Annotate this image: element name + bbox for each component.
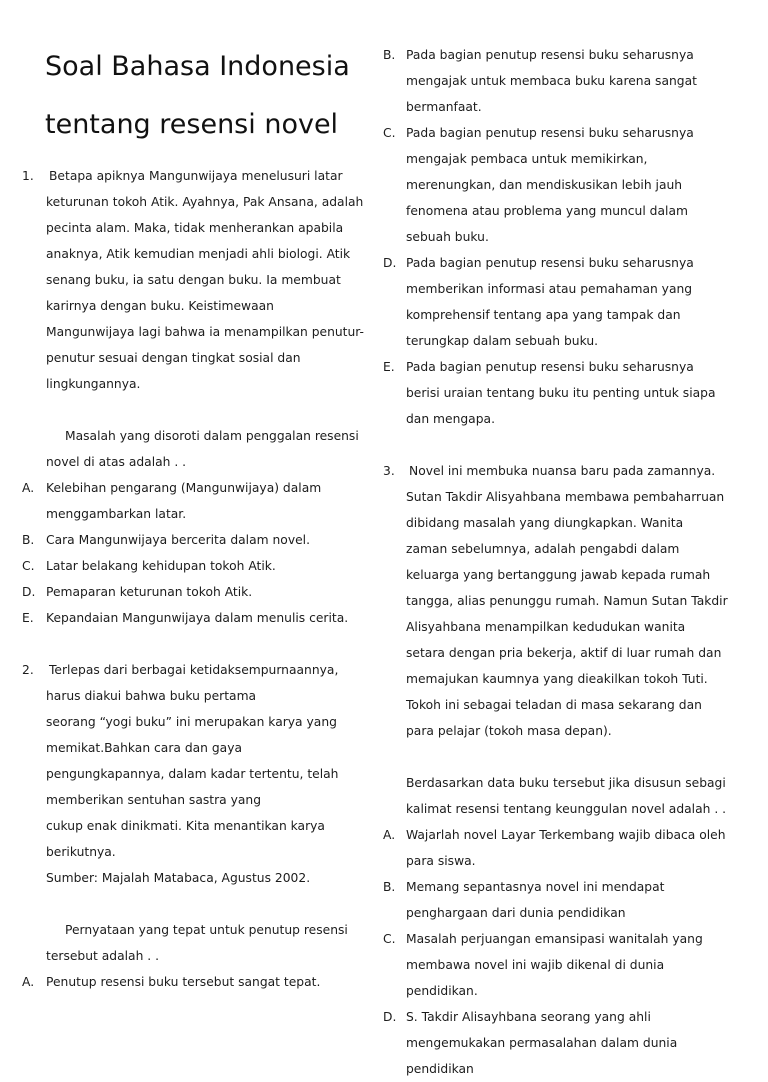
question-stem: Betapa apiknya Mangunwijaya menelusuri latar keturunan tokoh Atik. Ayahnya, Pak Ansana, adalah pecinta alam. Maka, tidak menherankan apabila anaknya, Atik kemudian menjadi ahli biologi. Atik senang buku, ia satu dengan buku. Ia membuat karirnya dengan buku. Keistimewaan Mangunwijaya lagi bahwa ia menampilkan penutur-penutur sesuai dengan tingkat sosial dan lingkungannya. bbox=[46, 169, 364, 391]
option-c[interactable] bbox=[383, 120, 728, 250]
question-prompt: Pernyataan yang tepat untuk penutup resensi tersebut adalah . . bbox=[46, 923, 348, 963]
option-d[interactable] bbox=[383, 250, 728, 354]
question-number: 3. bbox=[383, 464, 395, 478]
option-label: B. bbox=[22, 533, 35, 547]
option-a[interactable] bbox=[22, 475, 364, 527]
source-citation: Sumber: Majalah Matabaca, Agustus 2002. bbox=[46, 871, 311, 885]
option-label: B. bbox=[383, 880, 396, 894]
option-text: Wajarlah novel Layar Terkembang wajib dibaca oleh para siswa. bbox=[406, 828, 726, 868]
option-label: C. bbox=[22, 559, 35, 573]
option-c[interactable] bbox=[22, 553, 364, 579]
question-stem-line-2: seorang “yogi buku” ini merupakan karya yang memikat.Bahkan cara dan gaya pengungkapannya, dalam kadar tertentu, telah memberikan sentuhan sastra yang bbox=[46, 715, 339, 807]
option-text: Pada bagian penutup resensi buku seharusnya mengajak pembaca untuk memikirkan, merenungkan, dan mendiskusikan lebih jauh fenomena atau problema yang muncul dalam sebuah buku. bbox=[406, 126, 694, 244]
question-1 bbox=[22, 163, 364, 397]
option-a[interactable] bbox=[22, 969, 364, 995]
question-stem: Novel ini membuka nuansa baru pada zamannya. Sutan Takdir Alisyahbana membawa pembaharruan dibidang masalah yang diungkapkan. Wanita zaman sebelumnya, adalah pengabdi dalam keluarga yang bertanggung jawab kepada rumah tangga, alias penunggu rumah. Namun Sutan Takdir Alisyahbana menampilkan kedudukan wanita setara dengan pria bekerja, aktif di luar rumah dan memajukan kaumnya yang dieakilkan tokoh Tuti. Tokoh ini sebagai teladan di masa sekarang dan para pelajar (tokoh masa depan). bbox=[406, 464, 728, 738]
option-text: Masalah perjuangan emansipasi wanitalah yang membawa novel ini wajib dikenal di dunia pendidikan. bbox=[406, 932, 703, 998]
left-column bbox=[22, 0, 364, 995]
option-c[interactable] bbox=[383, 926, 728, 1004]
option-b[interactable] bbox=[383, 42, 728, 120]
question-stem-line-1: Terlepas dari berbagai ketidaksempurnaannya, harus diakui bahwa buku pertama bbox=[46, 663, 339, 703]
question-number: 2. bbox=[22, 663, 34, 677]
option-label: A. bbox=[383, 828, 396, 842]
option-text: Pemaparan keturunan tokoh Atik. bbox=[46, 585, 253, 599]
option-label: E. bbox=[22, 611, 34, 625]
question-prompt: Masalah yang disoroti dalam penggalan resensi novel di atas adalah . . bbox=[46, 429, 359, 469]
page-title bbox=[22, 0, 364, 154]
option-e[interactable] bbox=[383, 354, 728, 432]
option-e[interactable] bbox=[22, 605, 364, 631]
title-line-2: tentang resensi novel bbox=[45, 109, 339, 140]
option-d[interactable] bbox=[383, 1004, 728, 1082]
right-column bbox=[383, 42, 728, 1082]
option-b[interactable] bbox=[383, 874, 728, 926]
option-d[interactable] bbox=[22, 579, 364, 605]
option-a[interactable] bbox=[383, 822, 728, 874]
option-label: C. bbox=[383, 126, 396, 140]
option-b[interactable] bbox=[22, 527, 364, 553]
option-label: D. bbox=[22, 585, 36, 599]
option-text: Memang sepantasnya novel ini mendapat penghargaan dari dunia pendidikan bbox=[406, 880, 665, 920]
question-number: 1. bbox=[22, 169, 34, 183]
option-text: Cara Mangunwijaya bercerita dalam novel. bbox=[46, 533, 310, 547]
title-line-1: Soal Bahasa Indonesia bbox=[45, 51, 350, 82]
option-label: D. bbox=[383, 256, 397, 270]
question-prompt: Berdasarkan data buku tersebut jika disusun sebagi kalimat resensi tentang keunggulan novel adalah . . bbox=[406, 776, 727, 816]
option-text: Kepandaian Mangunwijaya dalam menulis cerita. bbox=[46, 611, 349, 625]
question-2 bbox=[22, 657, 364, 865]
option-text: Pada bagian penutup resensi buku seharusnya berisi uraian tentang buku itu penting untuk siapa dan mengapa. bbox=[406, 360, 716, 426]
option-label: D. bbox=[383, 1010, 397, 1024]
option-text: Pada bagian penutup resensi buku seharusnya mengajak untuk membaca buku karena sangat bermanfaat. bbox=[406, 48, 697, 114]
option-label: A. bbox=[22, 975, 35, 989]
option-text: Penutup resensi buku tersebut sangat tepat. bbox=[46, 975, 321, 989]
option-text: Latar belakang kehidupan tokoh Atik. bbox=[46, 559, 276, 573]
question-3 bbox=[383, 458, 728, 744]
question-stem-line-3: cukup enak dinikmati. Kita menantikan karya berikutnya. bbox=[46, 819, 325, 859]
option-text: S. Takdir Alisayhbana seorang yang ahli mengemukakan permasalahan dalam dunia pendidikan bbox=[406, 1010, 678, 1076]
option-label: E. bbox=[383, 360, 395, 374]
option-label: B. bbox=[383, 48, 396, 62]
option-label: C. bbox=[383, 932, 396, 946]
option-text: Pada bagian penutup resensi buku seharusnya memberikan informasi atau pemahaman yang komprehensif tentang apa yang tampak dan terungkap dalam sebuah buku. bbox=[406, 256, 694, 348]
option-text: Kelebihan pengarang (Mangunwijaya) dalam menggambarkan latar. bbox=[46, 481, 322, 521]
option-label: A. bbox=[22, 481, 35, 495]
